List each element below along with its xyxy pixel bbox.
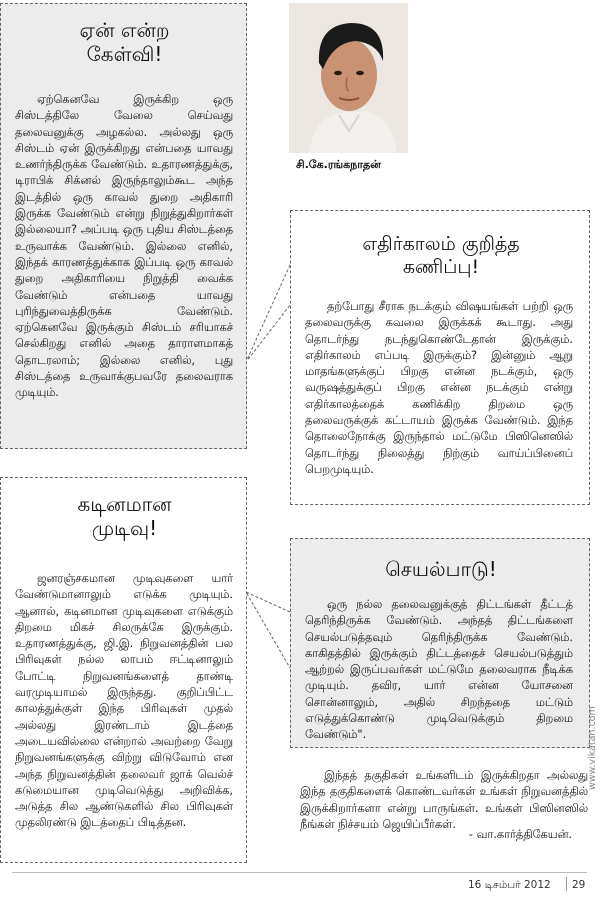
issue-date: 16 டிசம்பர் 2012	[468, 879, 551, 891]
heading-line: முடிவு!	[91, 516, 158, 541]
site-watermark: www.vikatan.com	[587, 706, 598, 790]
author-signature: - வா.கார்த்திகேயன்.	[468, 828, 572, 841]
author-photo	[289, 3, 408, 153]
heading-line: எதிர்காலம் குறித்த	[362, 233, 520, 255]
page-footer	[0, 872, 600, 896]
footer-separator	[566, 877, 567, 891]
heading-line: செயல்பாடு!	[385, 557, 497, 581]
section-execution	[290, 538, 590, 748]
closing-paragraph: இந்தத் தகுதிகள் உங்களிடம் இருக்கிறதா அல்லது இந்த தகுதிகளைக் கொண்டவர்கள் உங்கள் நிறுவனத்தில் இருக்கிறார்களா என்று பாருங்கள். உங்கள் பிஸினஸில் நீங்கள் நிச்சயம் ஜெயிப்பீர்கள்.	[300, 769, 588, 831]
heading-line: ஏன் என்ற	[79, 18, 170, 42]
box4-pointer	[246, 592, 290, 668]
footer-rule	[12, 872, 587, 873]
section-heading	[291, 557, 591, 581]
section-heading	[1, 492, 248, 541]
heading-line: கணிப்பு!	[402, 256, 480, 279]
page-number: 29	[572, 879, 586, 891]
section-why-question	[0, 3, 247, 449]
section-heading	[1, 18, 248, 67]
section-body: ஒரு நல்ல தலைவனுக்குத் திட்டங்கள் தீட்டத் தெரிந்திருக்க வேண்டும். அந்தத் திட்டங்களை செயல்படுத்தவும் தெரிந்திருக்க வேண்டும். காகிதத்தில் இருக்கும் திட்டத்தைச் செயல்படுத்தும் ஆற்றல் இருப்பவர்கள் மட்டுமே தலைவராக நீடிக்க முடியும். தவிர, யார் என்ன யோசனை சொன்னாலும், அதில் சிறந்ததை மட்டும் எடுத்துக்கொண்டு முடிவெடுக்கும் திறமை வேண்டும்".	[305, 598, 573, 742]
portrait-image	[289, 3, 408, 153]
heading-line: கடினமான	[77, 492, 172, 516]
section-body: ஜனரஞ்சகமான முடிவுகளை யார் வேண்டுமானாலும் எடுக்க முடியும். ஆனால், கடினமான முடிவுகளை எடுக்கும் திறமை மிகச் சிலருக்கே இருக்கும். உதாரணத்துக்கு, ஜி.இ. நிறுவனத்தின் பல பிரிவுகள் நல்ல லாபம் ஈட்டினாலும் போட்டி நிறுவனங்களைத் தாண்டி வரமுடியாமல் இருந்தது. குறிப்பிட்ட காலத்துக்குள் இந்த பிரிவுகள் முதல் அல்லது இரண்டாம் இடத்தை அடையவில்லை என்றால் அவற்றை வேறு நிறுவனங்களுக்கு விற்று விடுவோம் என அந்த நிறுவனத்தின் தலைவர் ஜாக் வெல்ச் கடுமையான முடிவெடுத்து அறிவிக்க, அடுத்த சில ஆண்டுகளில் சில பிரிவுகள் முதலிரண்டு இடத்தைப் பிடித்தன.	[15, 572, 233, 830]
section-future-prediction	[290, 210, 590, 505]
photo-caption: சி.கே.ரங்கநாதன்	[296, 158, 381, 171]
section-heading	[291, 233, 591, 279]
box2-pointer	[246, 265, 290, 362]
section-body: தற்போது சீராக நடக்கும் விஷயங்கள் பற்றி ஒரு தலைவருக்கு கவலை இருக்கக் கூடாது. அது தொடர்ந்து நடந்துகொண்டேதான் இருக்கும். எதிர்காலம் எப்படி இருக்கும்? இன்னும் ஆறு மாதங்களுக்குப் பிறகு என்ன நடக்கும், ஒரு வருஷத்துக்குப் பிறகு என்ன நடக்கும் என்று எதிர்காலத்தைக் கணிக்கிற திறமை ஒரு தலைவருக்குக் கட்டாயம் இருக்க வேண்டும். இந்த தொலைநோக்கு இருந்தால் மட்டுமே பிஸினெஸில் தொடர்ந்து நிலைத்து நிற்கும் வாய்ப்பினைப் பெறமுடியும்.	[305, 300, 573, 476]
section-tough-decision	[0, 477, 247, 863]
heading-line: கேள்வி!	[86, 42, 163, 67]
section-body: ஏற்கெனவே இருக்கிற ஒரு சிஸ்டத்திலே வேலை செய்வது தலைவனுக்கு அழகல்ல. அல்லது ஒரு சிஸ்டம் ஏன் இருக்கிறது என்பதை யாவது உணர்ந்திருக்க வேண்டும். உதாரணத்துக்கு, டிராபிக் சிக்னல் இருந்தாலும்கூட அந்த இடத்தில் ஒரு காவல் துறை அதிகாரி இருக்க வேண்டும் என்று நிறுத்துகிறார்கள் இல்லையா? அப்படி ஒரு புதிய சிஸ்டத்தை உருவாக்க வேண்டும். இல்லை எனில், இந்தக் காரணத்துக்காக இப்படி ஒரு காவல் துறை அதிகாரியை நிறுத்தி வைக்க வேண்டும் என்பதை யாவது புரிந்துவைத்திருக்க வேண்டும். ஏற்கெனவே இருக்கும் சிஸ்டம் சரியாகச் செல்கிறது எனில் அதை தாராளமாகத் தொடரலாம்; இல்லை எனில், புது சிஸ்டத்தை உருவாக்குபவரே தலைவராக முடியும்.	[15, 93, 233, 400]
